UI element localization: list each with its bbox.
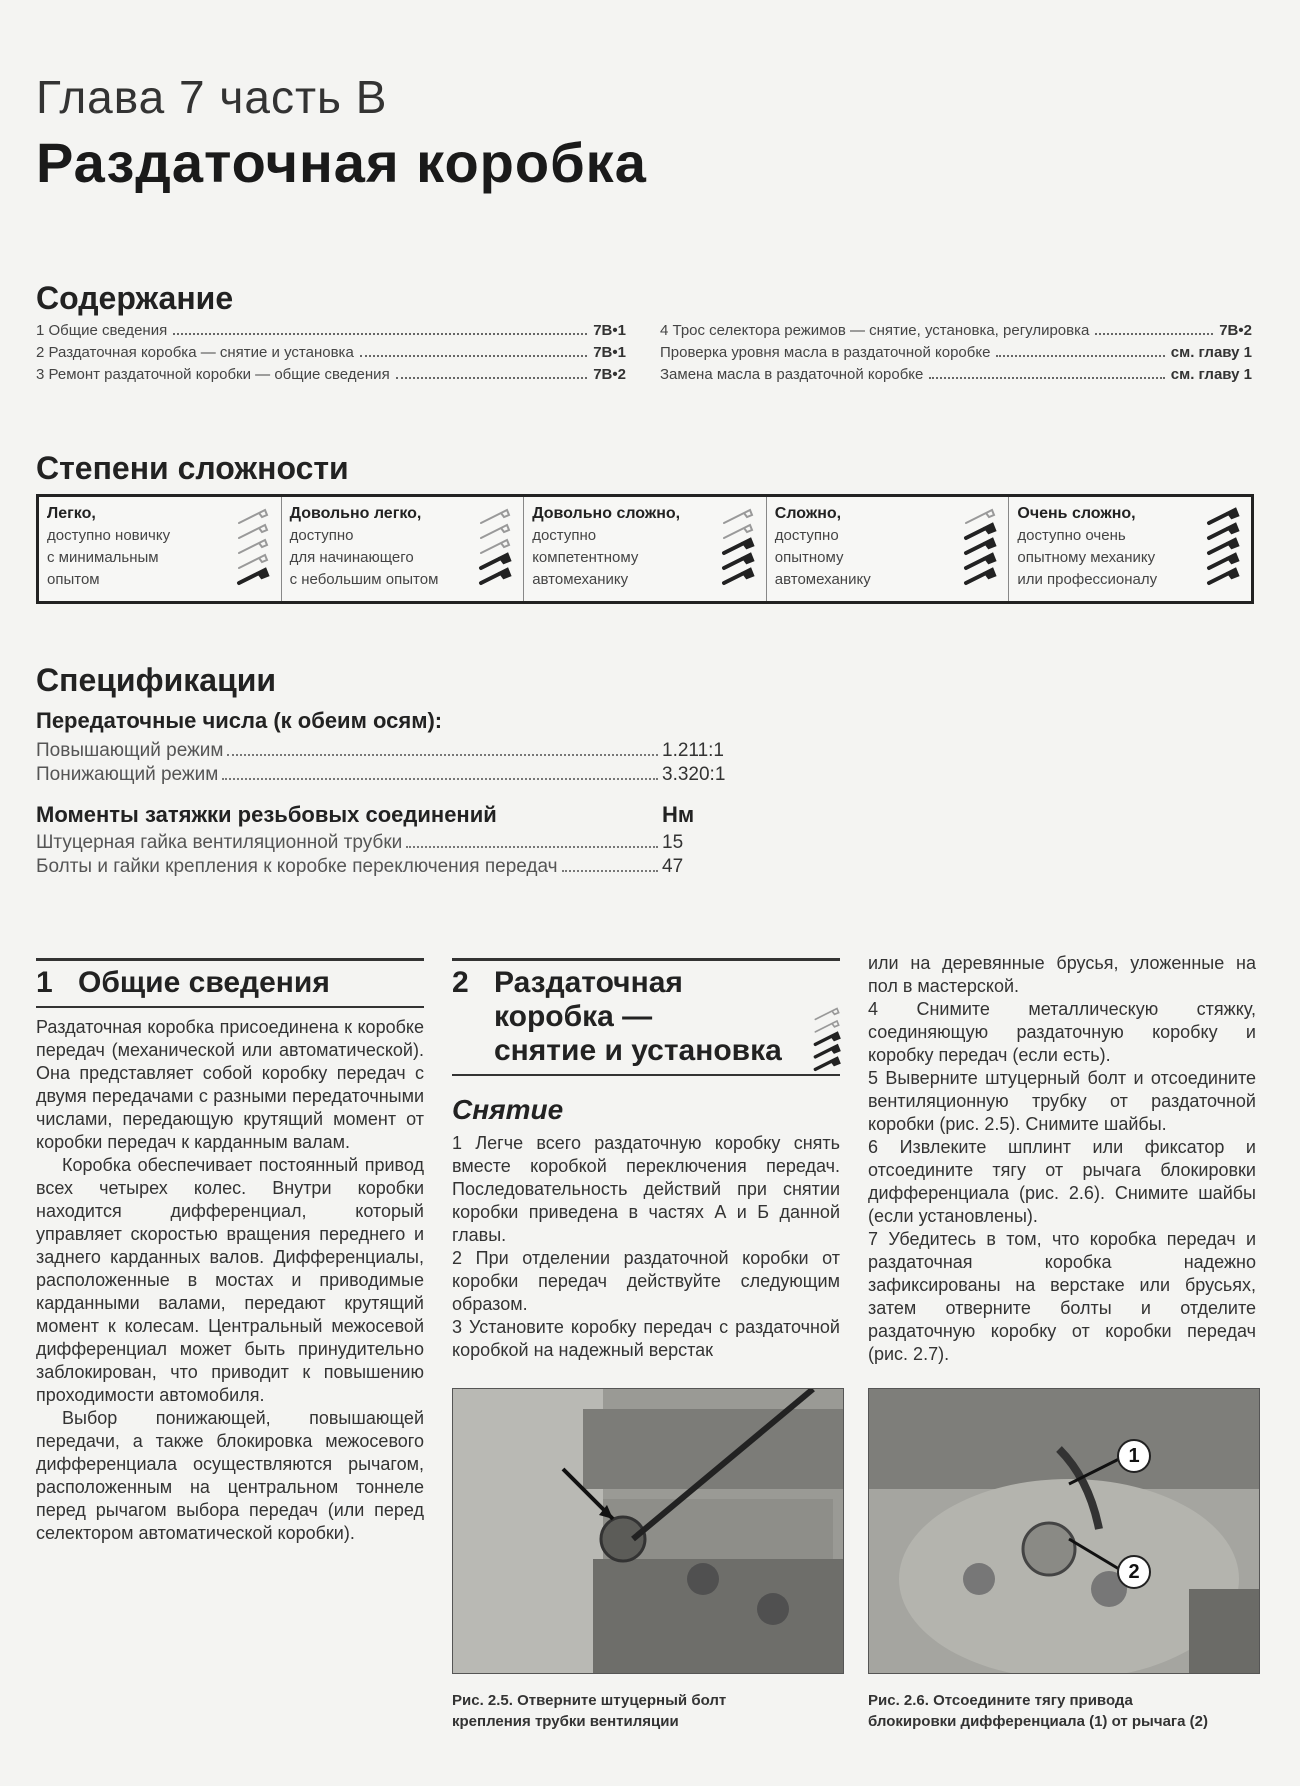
- wrench-rating-icon: [962, 507, 998, 591]
- spec-row: Повышающий режим 1.211:1: [36, 740, 724, 761]
- wrench-rating-icon: [720, 507, 756, 591]
- section2-body-a: [452, 1132, 840, 1362]
- step: 4 Снимите металлическую стяжку, соединяющую раздаточную коробку и коробку передач (если есть).: [868, 999, 1256, 1065]
- wrench-rating-icon: [477, 507, 513, 591]
- callout-marker: 2: [1117, 1555, 1151, 1589]
- toc-item[interactable]: 2 Раздаточная коробка — снятие и установка 7В•1: [36, 344, 626, 361]
- step: 3 Установите коробку передач с раздаточной коробкой на надежный верстак: [452, 1317, 840, 1360]
- linkage-photo-illustration: [869, 1389, 1259, 1673]
- difficulty-level: Очень сложно, доступно очень опытному механику или профессионалу: [1008, 497, 1251, 601]
- spec-row: Болты и гайки крепления к коробке переключения передач 47: [36, 856, 684, 877]
- wrench-filled-icon: [481, 555, 509, 568]
- difficulty-level: Довольно легко, доступно для начинающего с небольшим опытом: [281, 497, 524, 601]
- torque-heading: Моменты затяжки резьбовых соединений: [36, 802, 497, 827]
- step: 5 Выверните штуцерный болт и отсоедините вентиляционную трубку от раздаточной коробки (рис. 2.5). Снимите шайбы.: [868, 1068, 1256, 1134]
- gearbox-photo-illustration: [453, 1389, 843, 1673]
- paragraph: Раздаточная коробка присоединена к коробке передач (механической или автоматической). Она представляет собой коробку передач с двумя передачами с разными передаточными числами, передающую крутящий момент от коробки передач к карданным валам.: [36, 1017, 424, 1152]
- callout-marker: 1: [1117, 1439, 1151, 1473]
- difficulty-level: Довольно сложно, доступно компетентному автомеханику: [523, 497, 766, 601]
- wrench-outline-icon: [481, 525, 509, 538]
- wrench-outline-icon: [239, 555, 267, 568]
- difficulty-level: Сложно, доступно опытному автомеханику: [766, 497, 1009, 601]
- ratios-list: [36, 740, 742, 788]
- wrench-outline-icon: [966, 510, 994, 523]
- section-rule: [36, 958, 424, 961]
- figure-2-5-caption: Рис. 2.5. Отверните штуцерный болт крепления трубки вентиляции: [452, 1692, 727, 1730]
- toc-item[interactable]: Замена масла в раздаточной коробке см. главу 1: [660, 366, 1252, 383]
- spec-row: Понижающий режим 3.320:1: [36, 764, 726, 785]
- wrench-filled-icon: [1209, 555, 1237, 568]
- spec-row: Штуцерная гайка вентиляционной трубки 15: [36, 832, 684, 853]
- toc-item[interactable]: 4 Трос селектора режимов — снятие, установка, регулировка 7В•2: [660, 322, 1252, 339]
- section-number: 2: [452, 966, 469, 999]
- wrench-rating-icon: [812, 1006, 842, 1076]
- wrench-filled-icon: [481, 570, 509, 583]
- wrench-outline-icon: [815, 1021, 838, 1032]
- wrench-outline-icon: [724, 510, 752, 523]
- section1-body: [36, 1016, 424, 1545]
- torque-unit: Нм: [662, 802, 695, 827]
- chapter-label: Глава 7 часть В: [36, 71, 388, 123]
- wrench-filled-icon: [815, 1046, 838, 1057]
- step: 7 Убедитесь в том, что коробка передач и раздаточная коробка надежно зафиксированы на верстаке или брусьях, затем отверните болты и отделите раздаточную коробку от коробки передач (рис. 2.7).: [868, 1229, 1256, 1364]
- ratios-heading: Передаточные числа (к обеим осям):: [36, 708, 443, 733]
- specs-heading: Спецификации: [36, 662, 277, 698]
- section-title: Раздаточная коробка — снятие и установка: [494, 966, 782, 1067]
- paragraph: Коробка обеспечивает постоянный привод всех четырех колес. Внутри коробки находится дифференциал, который управляет скоростью вращения переднего и заднего карданных валов. Дифференциалы, расположенные в мостах и приводимые карданными валами, передают крутящий момент к колесам. Центральный межосевой дифференциал может быть принудительно заблокирован, что приводит к повышению проходимости автомобиля.: [36, 1155, 424, 1405]
- wrench-filled-icon: [239, 570, 267, 583]
- section-rule: [36, 1006, 424, 1008]
- wrench-rating-icon: [1205, 507, 1241, 591]
- step: 2 При отделении раздаточной коробки от коробки передач действуйте следующим образом.: [452, 1248, 840, 1314]
- wrench-outline-icon: [724, 525, 752, 538]
- wrench-rating-icon: [235, 507, 271, 591]
- section-rule: [452, 958, 840, 961]
- contents-left: [36, 322, 626, 388]
- wrench-outline-icon: [239, 525, 267, 538]
- wrench-filled-icon: [966, 555, 994, 568]
- section-title: Общие сведения: [78, 966, 330, 999]
- wrench-filled-icon: [966, 540, 994, 553]
- wrench-filled-icon: [815, 1059, 838, 1070]
- wrench-filled-icon: [724, 555, 752, 568]
- wrench-filled-icon: [1209, 510, 1237, 523]
- contents-right: [660, 322, 1252, 388]
- wrench-filled-icon: [966, 570, 994, 583]
- toc-item[interactable]: Проверка уровня масла в раздаточной коробке см. главу 1: [660, 344, 1252, 361]
- difficulty-table: [36, 494, 1254, 604]
- section-number: 1: [36, 966, 53, 999]
- difficulty-level: Легко, доступно новичку с минимальным опытом: [39, 497, 281, 601]
- page-title: Раздаточная коробка: [36, 131, 647, 194]
- figure-2-6-photo: [868, 1388, 1260, 1674]
- paragraph: или на деревянные брусья, уложенные на пол в мастерской.: [868, 953, 1256, 996]
- toc-item[interactable]: 1 Общие сведения 7В•1: [36, 322, 626, 339]
- section2-body-b: [868, 952, 1256, 1366]
- section-rule: [452, 1074, 840, 1076]
- wrench-filled-icon: [815, 1034, 838, 1045]
- wrench-filled-icon: [724, 540, 752, 553]
- paragraph: Выбор понижающей, повышающей передачи, а также блокировка межосевого дифференциала осуществляются рычагом, расположенным на центральном тоннеле перед рычагом выбора передач (или перед селектором автоматической коробки).: [36, 1408, 424, 1543]
- subsection-title: Снятие: [452, 1094, 564, 1125]
- wrench-filled-icon: [1209, 540, 1237, 553]
- wrench-outline-icon: [815, 1009, 838, 1020]
- torque-list: [36, 832, 742, 880]
- step: 1 Легче всего раздаточную коробку снять вместе коробкой переключения передач. Последовательность действий при снятии коробки приведена в частях А и Б данной главы.: [452, 1133, 840, 1245]
- wrench-outline-icon: [481, 540, 509, 553]
- wrench-outline-icon: [239, 540, 267, 553]
- wrench-outline-icon: [481, 510, 509, 523]
- difficulty-heading: Степени сложности: [36, 450, 349, 486]
- toc-item[interactable]: 3 Ремонт раздаточной коробки — общие сведения 7В•2: [36, 366, 626, 383]
- wrench-filled-icon: [1209, 525, 1237, 538]
- wrench-filled-icon: [966, 525, 994, 538]
- figure-2-5-photo: [452, 1388, 844, 1674]
- wrench-outline-icon: [239, 510, 267, 523]
- step: 6 Извлеките шплинт или фиксатор и отсоедините тягу от рычага блокировки дифференциала (рис. 2.6). Снимите шайбы (если установлены).: [868, 1137, 1256, 1226]
- contents-heading: Содержание: [36, 280, 234, 316]
- figure-2-6-caption: Рис. 2.6. Отсоедините тягу привода блокировки дифференциала (1) от рычага (2): [868, 1692, 1208, 1730]
- wrench-filled-icon: [724, 570, 752, 583]
- wrench-filled-icon: [1209, 570, 1237, 583]
